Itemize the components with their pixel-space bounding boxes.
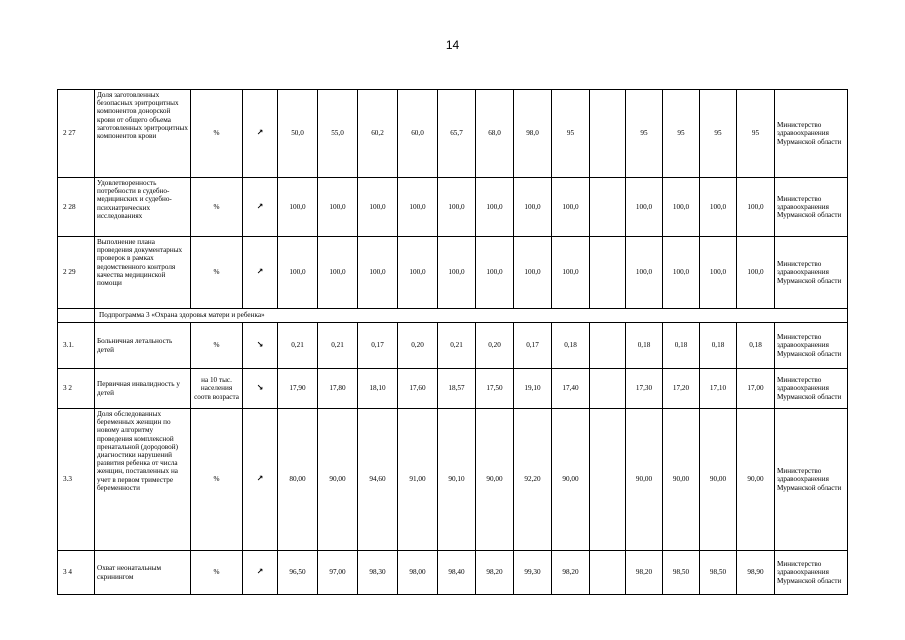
value-cell: 100,0 <box>514 237 552 309</box>
value-cell: 100,0 <box>278 178 318 237</box>
value-cell: 94,60 <box>358 409 398 551</box>
value-cell: 90,00 <box>663 409 700 551</box>
value-cell <box>590 237 626 309</box>
value-cell: 91,00 <box>398 409 438 551</box>
value-cell: 98,50 <box>663 551 700 595</box>
indicator-name: Первичная инвалидность у детей <box>95 369 191 409</box>
value-cell: 0,20 <box>398 323 438 369</box>
value-cell: 0,18 <box>700 323 737 369</box>
value-cell: 98,00 <box>398 551 438 595</box>
value-cell: 17,80 <box>318 369 358 409</box>
trend-down-icon: ↘ <box>243 369 278 409</box>
table-row <box>58 409 848 551</box>
unit-cell: на 10 тыс. населения соотв возраста <box>191 369 243 409</box>
value-cell: 17,90 <box>278 369 318 409</box>
indicator-name: Доля обследованных беременных женщин по новому алгоритму проведения комплексной пренатальной (дородовой) диагностики нарушений развития ребенка от числа женщин, поставленных на учет в первом триместре беременности <box>95 409 191 551</box>
page-number: 14 <box>445 38 460 52</box>
trend-down-icon: ↘ <box>243 323 278 369</box>
value-cell <box>590 369 626 409</box>
row-number: 2 29 <box>58 237 95 309</box>
trend-up-icon: ↗ <box>243 178 278 237</box>
trend-up-icon: ↗ <box>243 237 278 309</box>
indicator-name: Доля заготовленных безопасных эритроцитных компонентов донорской крови от общего объема заготовленных эритроцитных компонентов крови <box>95 90 191 178</box>
value-cell: 100,0 <box>358 237 398 309</box>
value-cell: 90,00 <box>626 409 663 551</box>
value-cell: 0,17 <box>514 323 552 369</box>
value-cell: 100,0 <box>398 178 438 237</box>
value-cell: 60,0 <box>398 90 438 178</box>
section-title: Подпрограмма 3 «Охрана здоровья матери и ребенка» <box>95 309 848 323</box>
table-row <box>58 90 848 178</box>
value-cell: 50,0 <box>278 90 318 178</box>
value-cell: 90,00 <box>318 409 358 551</box>
table-row <box>58 369 848 409</box>
indicator-name: Удовлетворенность потребности в судебно-медицинских и судебно-психиатрических исследованиях <box>95 178 191 237</box>
value-cell: 98,20 <box>476 551 514 595</box>
responsible-executor: Министерство здравоохранения Мурманской области <box>775 178 848 237</box>
responsible-executor: Министерство здравоохранения Мурманской области <box>775 369 848 409</box>
value-cell: 17,00 <box>737 369 775 409</box>
value-cell: 17,40 <box>552 369 590 409</box>
unit-cell: % <box>191 90 243 178</box>
value-cell: 65,7 <box>438 90 476 178</box>
unit-cell: % <box>191 323 243 369</box>
row-number: 3 4 <box>58 551 95 595</box>
indicators-table <box>57 89 848 595</box>
value-cell: 95 <box>663 90 700 178</box>
value-cell: 17,20 <box>663 369 700 409</box>
responsible-executor: Министерство здравоохранения Мурманской области <box>775 323 848 369</box>
value-cell: 100,0 <box>737 237 775 309</box>
value-cell: 97,00 <box>318 551 358 595</box>
row-number: 3 2 <box>58 369 95 409</box>
row-number: 3.1. <box>58 323 95 369</box>
row-number: 2 28 <box>58 178 95 237</box>
value-cell: 80,00 <box>278 409 318 551</box>
value-cell: 90,00 <box>700 409 737 551</box>
value-cell: 0,21 <box>438 323 476 369</box>
value-cell: 95 <box>700 90 737 178</box>
value-cell: 100,0 <box>318 178 358 237</box>
unit-cell: % <box>191 409 243 551</box>
value-cell: 0,18 <box>737 323 775 369</box>
trend-up-icon: ↗ <box>243 90 278 178</box>
indicator-name: Охват неонатальным скринингом <box>95 551 191 595</box>
value-cell: 18,10 <box>358 369 398 409</box>
value-cell: 0,20 <box>476 323 514 369</box>
value-cell: 100,0 <box>398 237 438 309</box>
value-cell: 95 <box>737 90 775 178</box>
value-cell: 0,18 <box>626 323 663 369</box>
value-cell: 98,0 <box>514 90 552 178</box>
value-cell: 100,0 <box>318 237 358 309</box>
value-cell: 98,20 <box>552 551 590 595</box>
value-cell: 0,18 <box>663 323 700 369</box>
value-cell: 100,0 <box>626 178 663 237</box>
row-number: 2 27 <box>58 90 95 178</box>
value-cell: 100,0 <box>552 178 590 237</box>
trend-up-icon: ↗ <box>243 409 278 551</box>
value-cell: 100,0 <box>700 178 737 237</box>
value-cell: 100,0 <box>476 237 514 309</box>
value-cell: 98,90 <box>737 551 775 595</box>
table-row <box>58 178 848 237</box>
value-cell: 0,18 <box>552 323 590 369</box>
unit-cell: % <box>191 551 243 595</box>
value-cell: 100,0 <box>700 237 737 309</box>
section-row <box>58 309 848 323</box>
value-cell: 100,0 <box>438 237 476 309</box>
value-cell: 98,20 <box>626 551 663 595</box>
table-row <box>58 551 848 595</box>
value-cell: 100,0 <box>514 178 552 237</box>
responsible-executor: Министерство здравоохранения Мурманской области <box>775 409 848 551</box>
table-row <box>58 237 848 309</box>
value-cell: 17,30 <box>626 369 663 409</box>
indicator-name: Выполнение плана проведения документарных проверок в рамках ведомственного контроля качества медицинской помощи <box>95 237 191 309</box>
responsible-executor: Министерство здравоохранения Мурманской области <box>775 90 848 178</box>
value-cell <box>590 409 626 551</box>
value-cell <box>590 551 626 595</box>
section-num-cell <box>58 309 95 323</box>
value-cell: 90,00 <box>476 409 514 551</box>
value-cell: 98,50 <box>700 551 737 595</box>
value-cell: 90,10 <box>438 409 476 551</box>
value-cell: 0,21 <box>318 323 358 369</box>
unit-cell: % <box>191 237 243 309</box>
value-cell: 19,10 <box>514 369 552 409</box>
value-cell: 68,0 <box>476 90 514 178</box>
value-cell: 100,0 <box>278 237 318 309</box>
value-cell: 100,0 <box>663 178 700 237</box>
value-cell: 92,20 <box>514 409 552 551</box>
value-cell: 100,0 <box>552 237 590 309</box>
value-cell: 100,0 <box>438 178 476 237</box>
value-cell: 0,21 <box>278 323 318 369</box>
value-cell: 95 <box>626 90 663 178</box>
value-cell: 98,40 <box>438 551 476 595</box>
value-cell: 98,30 <box>358 551 398 595</box>
value-cell: 95 <box>552 90 590 178</box>
value-cell: 55,0 <box>318 90 358 178</box>
value-cell <box>590 323 626 369</box>
value-cell: 100,0 <box>358 178 398 237</box>
value-cell: 0,17 <box>358 323 398 369</box>
value-cell <box>590 90 626 178</box>
value-cell: 96,50 <box>278 551 318 595</box>
value-cell: 100,0 <box>476 178 514 237</box>
value-cell: 90,00 <box>737 409 775 551</box>
responsible-executor: Министерство здравоохранения Мурманской области <box>775 237 848 309</box>
value-cell: 17,10 <box>700 369 737 409</box>
value-cell: 17,60 <box>398 369 438 409</box>
value-cell: 100,0 <box>663 237 700 309</box>
responsible-executor: Министерство здравоохранения Мурманской области <box>775 551 848 595</box>
value-cell: 100,0 <box>737 178 775 237</box>
table-row <box>58 323 848 369</box>
value-cell <box>590 178 626 237</box>
row-number: 3.3 <box>58 409 95 551</box>
value-cell: 99,30 <box>514 551 552 595</box>
value-cell: 100,0 <box>626 237 663 309</box>
value-cell: 60,2 <box>358 90 398 178</box>
table-body <box>58 90 848 595</box>
indicator-name: Больничная летальность детей <box>95 323 191 369</box>
value-cell: 90,00 <box>552 409 590 551</box>
value-cell: 18,57 <box>438 369 476 409</box>
value-cell: 17,50 <box>476 369 514 409</box>
trend-up-icon: ↗ <box>243 551 278 595</box>
unit-cell: % <box>191 178 243 237</box>
